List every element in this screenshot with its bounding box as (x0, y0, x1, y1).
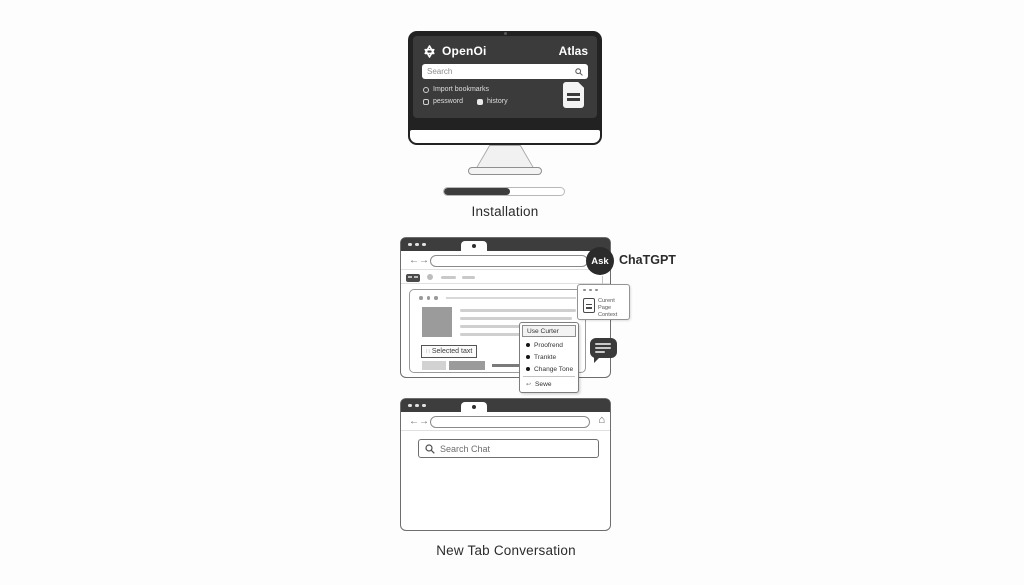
window-controls (408, 243, 426, 247)
window-titlebar (401, 399, 610, 412)
bullet-icon (526, 355, 530, 359)
bookmarks-icon (423, 87, 429, 93)
extension-badge-icon[interactable] (406, 274, 420, 282)
ask-browser-window (400, 237, 618, 388)
menu-item-label: Change Tone (534, 365, 574, 373)
context-popup-text (598, 298, 629, 319)
search-icon (575, 68, 583, 76)
history-icon (477, 99, 483, 105)
page-image-placeholder (422, 307, 452, 337)
monitor-chin (410, 130, 600, 143)
nav-toolbar (401, 412, 610, 431)
context-menu-header: Use Curter (522, 325, 576, 337)
browser-tab[interactable] (461, 402, 487, 412)
page-context-popup (577, 284, 630, 320)
menu-item-label: Sewe (535, 380, 552, 388)
document-icon (563, 82, 584, 108)
menu-item-proofread[interactable] (520, 339, 578, 351)
newtab-browser-window (400, 398, 611, 531)
selected-text-highlight[interactable] (421, 345, 477, 358)
context-popup-line2: Context (598, 312, 618, 318)
page-header-line (446, 297, 576, 299)
selection-handle-icon: ∷ (426, 349, 430, 355)
page-window-controls (419, 296, 438, 300)
menu-item-label: Proofrend (534, 341, 563, 349)
browser-tab[interactable] (461, 241, 487, 251)
ask-button[interactable]: Ask (586, 247, 614, 275)
tab-favicon-dot (472, 405, 476, 409)
menu-item-change-tone[interactable] (520, 363, 578, 375)
home-icon[interactable]: ⌂ (598, 414, 605, 426)
text-line (460, 309, 576, 312)
extensions-toolbar (401, 270, 610, 284)
menu-item-save[interactable] (520, 378, 578, 390)
context-popup-line1: Curent Page (598, 298, 615, 311)
forward-arrow-icon[interactable]: → (419, 255, 429, 266)
import-bookmarks-label: Import bookmarks (433, 86, 490, 93)
chat-bubble-tail (594, 356, 601, 363)
window-controls (408, 404, 426, 408)
toolbar-dash (441, 276, 456, 279)
content-block (449, 361, 485, 370)
chat-search-placeholder: Search Chat (440, 443, 491, 454)
nav-toolbar (401, 251, 610, 270)
password-icon (423, 99, 429, 105)
chatgpt-brand-label: ChaTGPT (619, 253, 676, 267)
monitor-stand-base (468, 167, 542, 175)
monitor-stand-neck (477, 146, 533, 168)
product-name: Atlas (558, 44, 588, 58)
selected-text-label: Selected taxt (431, 348, 473, 355)
import-bookmarks-link[interactable] (423, 86, 489, 93)
forward-arrow-icon[interactable]: → (419, 416, 429, 427)
toolbar-dash (462, 276, 475, 279)
tab-favicon-dot (472, 244, 476, 248)
openoi-logo-icon (422, 44, 437, 59)
back-arrow-icon[interactable]: ← (409, 416, 419, 427)
ai-context-menu (519, 322, 579, 393)
bullet-icon (526, 367, 530, 371)
profile-dot-icon[interactable] (427, 274, 433, 280)
monitor-search-bar[interactable] (422, 64, 588, 79)
menu-item-label: Trankte (534, 353, 557, 361)
bullet-icon (526, 343, 530, 347)
menu-divider (523, 376, 575, 377)
chat-search-box[interactable] (418, 439, 599, 458)
page-document-icon (583, 298, 595, 313)
return-arrow-icon: ↩ (526, 381, 532, 388)
back-arrow-icon[interactable]: ← (409, 255, 419, 266)
monitor-screen-browser (413, 36, 597, 118)
newtab-caption: New Tab Conversation (436, 543, 576, 558)
window-titlebar (401, 238, 610, 251)
menu-item-translate[interactable] (520, 351, 578, 363)
desktop-monitor (408, 31, 602, 145)
webcam-dot (504, 32, 507, 35)
text-line (460, 317, 572, 320)
history-label[interactable]: history (486, 98, 508, 105)
chat-bubble-icon[interactable] (590, 338, 617, 358)
brand-name: OpenOi (442, 44, 487, 58)
url-bar[interactable] (430, 416, 590, 428)
installation-caption: Installation (471, 204, 539, 219)
search-icon (425, 444, 435, 454)
popup-menu-dots-icon[interactable] (583, 289, 598, 292)
browser-header (422, 43, 588, 59)
monitor-search-placeholder: Search (427, 67, 453, 76)
installation-progress-bar (443, 187, 565, 196)
progress-fill (444, 188, 510, 195)
password-label[interactable]: pessword (433, 98, 463, 105)
content-block (422, 361, 446, 370)
url-bar[interactable] (430, 255, 588, 267)
password-history-row (423, 98, 508, 105)
